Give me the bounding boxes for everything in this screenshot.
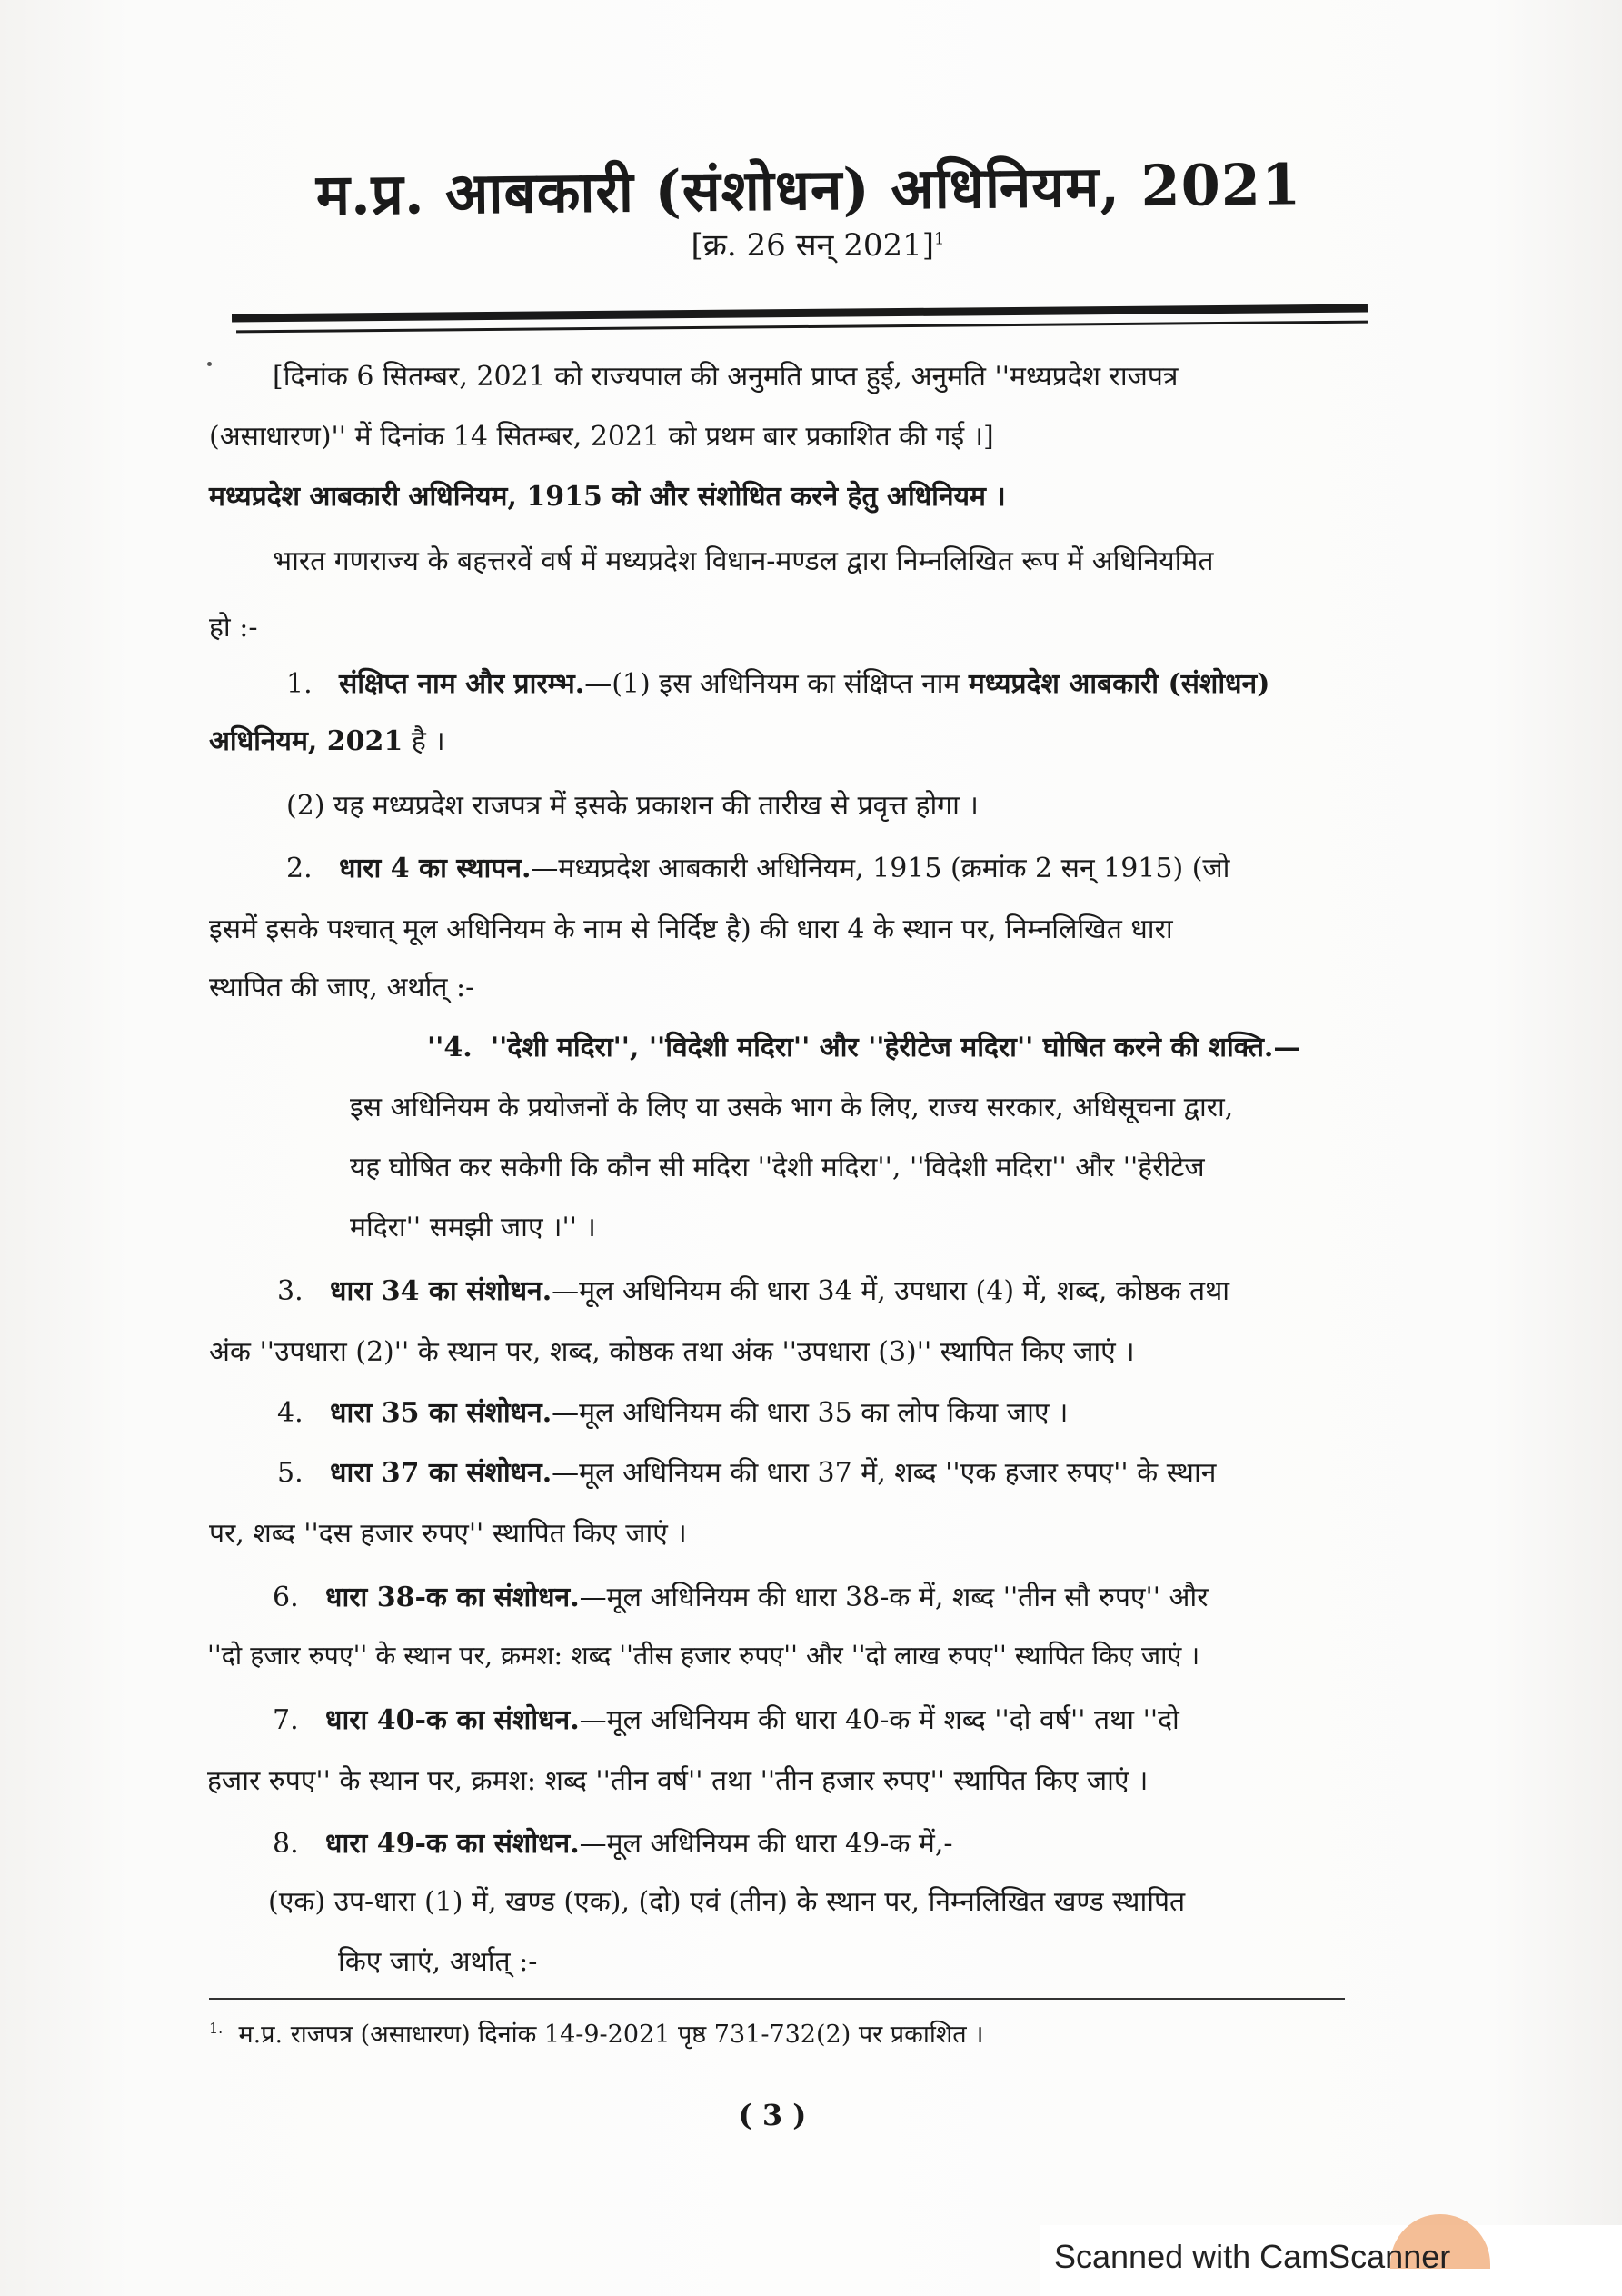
section-6-heading: धारा 38-क का संशोधन. xyxy=(325,1582,580,1613)
inserted-section-4-number: ''4. xyxy=(427,1032,473,1063)
section-6-number: 6. xyxy=(273,1582,299,1613)
section-1-sub-2: (2) यह मध्यप्रदेश राजपत्र में इसके प्रकाशन की तारीख से प्रवृत्त होगा । xyxy=(286,790,979,822)
section-8-text: —मूल अधिनियम की धारा 49-क में,- xyxy=(579,1828,953,1860)
enacting-line-2: हो :- xyxy=(209,612,258,644)
section-8-clause-1-line-1: (एक) उप-धारा (1) में, खण्ड (एक), (दो) एवं (तीन) के स्थान पर, निम्नलिखित खण्ड स्थापित xyxy=(268,1886,1186,1918)
page-number: ( 3 ) xyxy=(738,2098,807,2132)
section-5-text: —मूल अधिनियम की धारा 37 में, शब्द ''एक हजार रुपए'' के स्थान xyxy=(552,1457,1217,1489)
inserted-section-4-heading xyxy=(427,1027,1300,1064)
section-8-number: 8. xyxy=(273,1828,299,1860)
section-4-line-1 xyxy=(277,1393,1068,1430)
footnote-text: म.प्र. राजपत्र (असाधारण) दिनांक 14-9-2021 पृष्ठ 731-732(2) पर प्रकाशित । xyxy=(238,2021,984,2049)
section-7-number: 7. xyxy=(273,1704,299,1736)
section-4-text: —मूल अधिनियम की धारा 35 का लोप किया जाए । xyxy=(552,1397,1069,1429)
section-2-heading: धारा 4 का स्थापन. xyxy=(339,853,532,884)
footnote-number: 1. xyxy=(209,2020,224,2037)
section-1-line-2-rest: है । xyxy=(403,725,445,757)
heading-dash: — xyxy=(1273,1032,1301,1063)
footnote-ref: 1 xyxy=(934,229,945,249)
section-3-line-1 xyxy=(277,1271,1229,1308)
section-5-heading: धारा 37 का संशोधन. xyxy=(330,1457,552,1489)
section-8-heading: धारा 49-क का संशोधन. xyxy=(325,1828,580,1860)
section-2-line-2: इसमें इसके पश्चात् मूल अधिनियम के नाम से निर्दिष्ट है) की धारा 4 के स्थान पर, निम्नलिखित धारा xyxy=(209,913,1173,945)
section-7-text: —मूल अधिनियम की धारा 40-क में शब्द ''दो वर्ष'' तथा ''दो xyxy=(579,1704,1179,1736)
section-4-heading: धारा 35 का संशोधन. xyxy=(330,1397,552,1429)
section-6-text: —मूल अधिनियम की धारा 38-क में, शब्द ''तीन सौ रुपए'' और xyxy=(579,1582,1209,1613)
section-7-heading: धारा 40-क का संशोधन. xyxy=(325,1704,580,1736)
section-7-line-2: हजार रुपए'' के स्थान पर, क्रमश: शब्द ''तीन वर्ष'' तथा ''तीन हजार रुपए'' स्थापित किए जाएं । xyxy=(207,1765,1149,1797)
section-3-heading: धारा 34 का संशोधन. xyxy=(330,1275,552,1307)
section-5-line-1 xyxy=(277,1452,1216,1490)
section-1-line-1 xyxy=(286,664,1269,701)
section-1-act-name: अधिनियम, 2021 xyxy=(209,725,403,757)
enacting-line-1: भारत गणराज्य के बहत्तरवें वर्ष में मध्यप्रदेश विधान-मण्डल द्वारा निम्नलिखित रूप में अधिनियमित xyxy=(273,545,1214,577)
assent-line-2: (असाधारण)'' में दिनांक 14 सितम्बर, 2021 को प्रथम बार प्रकाशित की गई ।] xyxy=(209,421,994,453)
footnote xyxy=(209,2016,983,2050)
section-1-heading: संक्षिप्त नाम और प्रारम्भ. xyxy=(339,668,585,700)
section-5-line-2: पर, शब्द ''दस हजार रुपए'' स्थापित किए जाएं । xyxy=(209,1518,687,1550)
act-number-text: [क्र. 26 सन् 2021] xyxy=(691,227,935,264)
document-title: म.प्र. आबकारी (संशोधन) अधिनियम, 2021 xyxy=(315,151,1302,228)
section-4-number: 4. xyxy=(277,1397,304,1429)
scan-speck xyxy=(207,362,212,366)
section-8-line-1 xyxy=(273,1823,953,1861)
preamble-title: मध्यप्रदेश आबकारी अधिनियम, 1915 को और संशोधित करने हेतु अधिनियम । xyxy=(209,481,1006,513)
section-3-text: —मूल अधिनियम की धारा 34 में, उपधारा (4) में, शब्द, कोष्ठक तथा xyxy=(552,1275,1230,1307)
section-2-number: 2. xyxy=(286,853,313,884)
section-7-line-1 xyxy=(273,1700,1179,1737)
section-2-line-1 xyxy=(286,848,1229,885)
scanner-watermark: Scanned with CamScanner xyxy=(1054,2238,1451,2275)
section-3-line-2: अंक ''उपधारा (2)'' के स्थान पर, शब्द, कोष्ठक तथा अंक ''उपधारा (3)'' स्थापित किए जाएं । xyxy=(209,1336,1135,1368)
section-1-text: —(1) इस अधिनियम का संक्षिप्त नाम xyxy=(584,668,969,700)
section-6-line-1 xyxy=(273,1577,1209,1614)
assent-line-1: [दिनांक 6 सितम्बर, 2021 को राज्यपाल की अनुमति प्राप्त हुई, अनुमति ''मध्यप्रदेश राजपत्र xyxy=(273,361,1179,393)
footnote-rule xyxy=(209,1998,1345,2000)
section-3-number: 3. xyxy=(277,1275,304,1307)
section-5-number: 5. xyxy=(277,1457,304,1489)
section-2-text: —मध्यप्रदेश आबकारी अधिनियम, 1915 (क्रमांक 2 सन् 1915) (जो xyxy=(531,853,1230,884)
inserted-section-4-line-2: यह घोषित कर सकेगी कि कौन सी मदिरा ''देशी मदिरा'', ''विदेशी मदिरा'' और ''हेरीटेज xyxy=(350,1152,1205,1183)
inserted-section-4-title: ''देशी मदिरा'', ''विदेशी मदिरा'' और ''हेरीटेज मदिरा'' घोषित करने की शक्ति. xyxy=(491,1032,1274,1063)
section-1-line-2 xyxy=(209,721,445,758)
section-8-clause-1-line-2: किए जाएं, अर्थात् :- xyxy=(338,1946,538,1978)
act-number xyxy=(636,223,1000,265)
section-6-line-2: ''दो हजार रुपए'' के स्थान पर, क्रमश: शब्द ''तीस हजार रुपए'' और ''दो लाख रुपए'' स्थापित किए जाएं । xyxy=(207,1641,1200,1671)
section-1-number: 1. xyxy=(286,668,313,700)
inserted-section-4-line-3: मदिरा'' समझी जाए ।'' । xyxy=(350,1212,596,1243)
section-2-line-3: स्थापित की जाए, अर्थात् :- xyxy=(209,972,475,1003)
inserted-section-4-line-1: इस अधिनियम के प्रयोजनों के लिए या उसके भाग के लिए, राज्य सरकार, अधिसूचना द्वारा, xyxy=(350,1092,1234,1123)
section-1-short-name: मध्यप्रदेश आबकारी (संशोधन) xyxy=(968,668,1270,700)
